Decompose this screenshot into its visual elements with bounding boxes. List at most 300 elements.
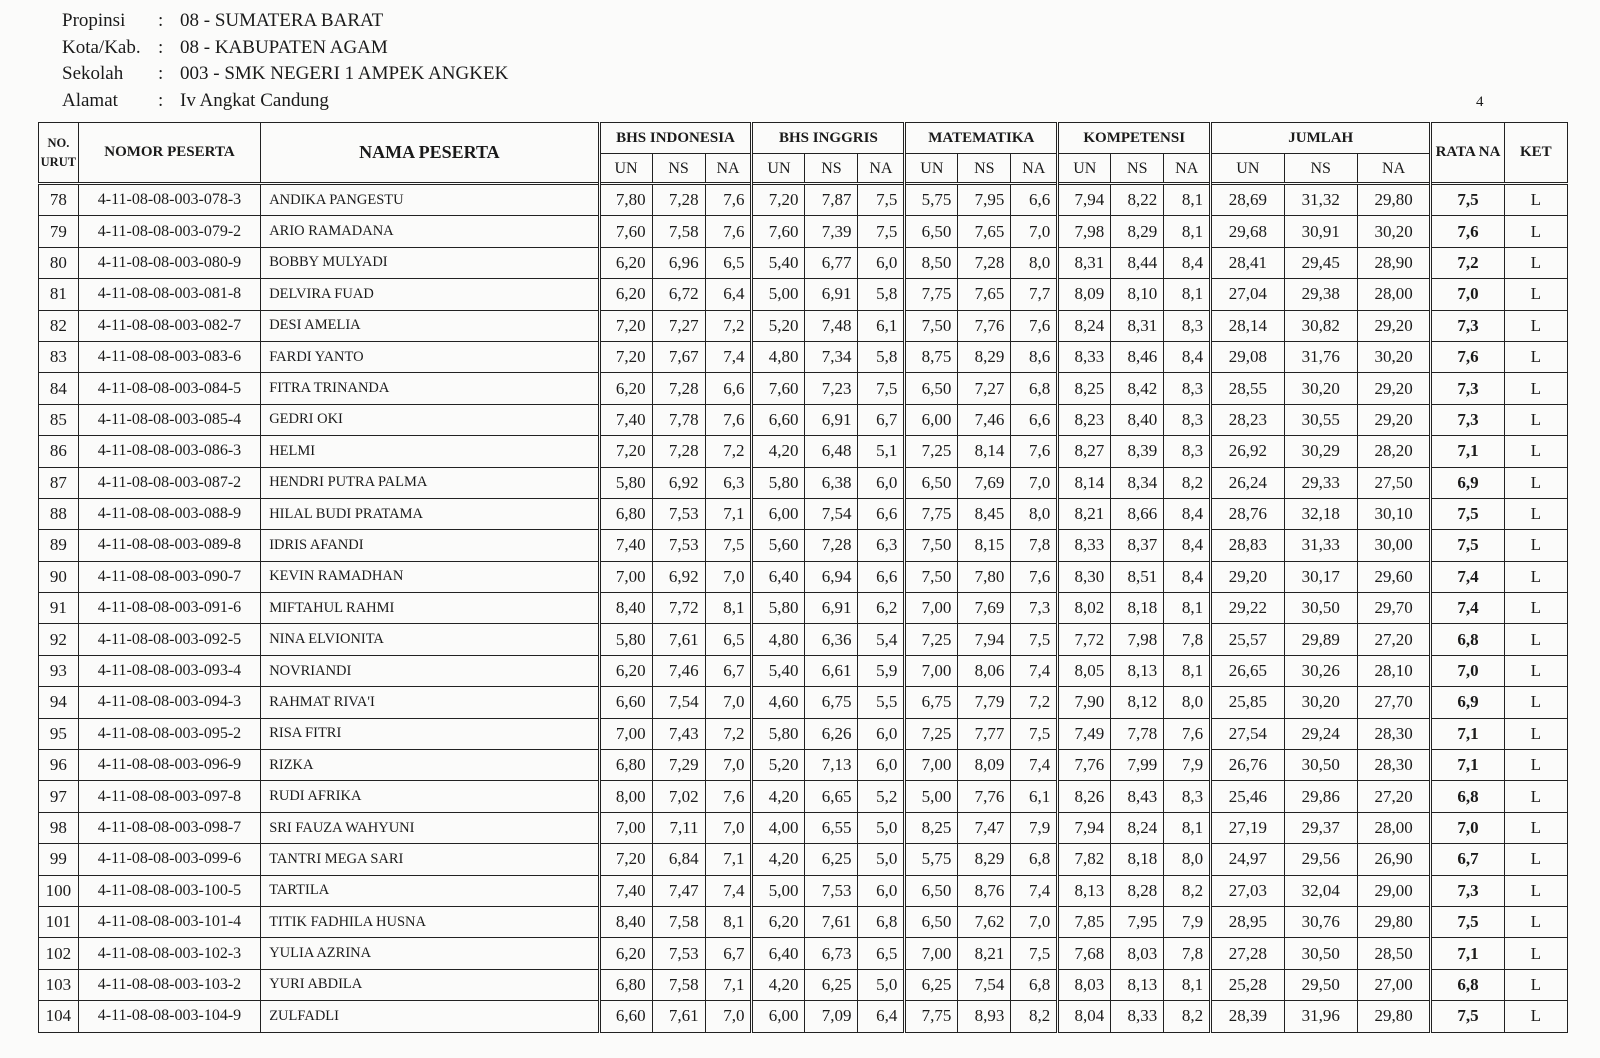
- group-jumlah: JUMLAH: [1211, 123, 1431, 154]
- cell-score-na: 8,1: [1164, 655, 1211, 686]
- cell-no-urut: 91: [39, 593, 79, 624]
- cell-rata-na: 7,5: [1431, 906, 1504, 937]
- cell-score-ns: 7,53: [652, 530, 705, 561]
- cell-nama-peserta: ZULFADLI: [261, 1001, 599, 1032]
- results-table: [38, 122, 1568, 1033]
- cell-score-un: 5,40: [752, 655, 805, 686]
- cell-score-ns: 7,95: [958, 184, 1011, 216]
- cell-score-un: 25,57: [1211, 624, 1284, 655]
- cell-score-na: 7,9: [1164, 906, 1211, 937]
- cell-score-un: 7,25: [905, 624, 958, 655]
- cell-score-na: 28,50: [1357, 938, 1430, 969]
- cell-score-un: 7,25: [905, 718, 958, 749]
- cell-score-un: 8,26: [1058, 781, 1111, 812]
- cell-rata-na: 7,5: [1431, 184, 1504, 216]
- cell-score-un: 7,76: [1058, 750, 1111, 781]
- subheader-un: UN: [1211, 154, 1284, 184]
- cell-nomor-peserta: 4-11-08-08-003-087-2: [78, 467, 260, 498]
- cell-score-ns: 7,13: [805, 750, 858, 781]
- cell-score-ns: 7,94: [958, 624, 1011, 655]
- cell-score-un: 8,27: [1058, 436, 1111, 467]
- cell-score-na: 8,3: [1164, 404, 1211, 435]
- cell-score-un: 5,80: [599, 624, 652, 655]
- cell-nomor-peserta: 4-11-08-08-003-102-3: [78, 938, 260, 969]
- cell-score-un: 5,80: [752, 718, 805, 749]
- cell-score-ns: 29,38: [1284, 279, 1357, 310]
- cell-score-na: 8,4: [1164, 498, 1211, 529]
- cell-score-na: 5,4: [858, 624, 905, 655]
- cell-rata-na: 7,2: [1431, 247, 1504, 278]
- cell-score-ns: 7,69: [958, 593, 1011, 624]
- cell-score-ns: 7,95: [1111, 906, 1164, 937]
- cell-score-na: 7,5: [1011, 624, 1058, 655]
- cell-score-na: 6,8: [858, 906, 905, 937]
- cell-score-ns: 7,87: [805, 184, 858, 216]
- cell-score-ns: 30,17: [1284, 561, 1357, 592]
- cell-score-ns: 8,33: [1111, 1001, 1164, 1032]
- cell-score-ns: 7,27: [958, 373, 1011, 404]
- cell-score-ns: 7,65: [958, 216, 1011, 247]
- cell-score-na: 7,2: [705, 436, 752, 467]
- cell-score-un: 7,50: [905, 561, 958, 592]
- cell-score-ns: 8,09: [958, 750, 1011, 781]
- cell-score-un: 8,40: [599, 906, 652, 937]
- cell-score-un: 8,50: [905, 247, 958, 278]
- propinsi-label: Propinsi: [62, 10, 126, 31]
- cell-score-ns: 8,14: [958, 436, 1011, 467]
- cell-score-un: 7,94: [1058, 184, 1111, 216]
- col-ket: KET: [1504, 123, 1567, 184]
- cell-score-na: 7,0: [1011, 906, 1058, 937]
- cell-score-ns: 30,91: [1284, 216, 1357, 247]
- cell-score-un: 27,19: [1211, 812, 1284, 843]
- cell-nomor-peserta: 4-11-08-08-003-092-5: [78, 624, 260, 655]
- table-row: [39, 561, 1568, 592]
- cell-nama-peserta: HILAL BUDI PRATAMA: [261, 498, 599, 529]
- cell-score-na: 29,60: [1357, 561, 1430, 592]
- cell-score-ns: 7,28: [805, 530, 858, 561]
- cell-score-na: 8,0: [1011, 498, 1058, 529]
- cell-score-na: 6,8: [1011, 969, 1058, 1000]
- cell-score-un: 7,94: [1058, 812, 1111, 843]
- cell-score-un: 4,20: [752, 969, 805, 1000]
- cell-score-ns: 8,42: [1111, 373, 1164, 404]
- table-row: [39, 373, 1568, 404]
- cell-score-un: 6,50: [905, 216, 958, 247]
- cell-score-ns: 7,23: [805, 373, 858, 404]
- cell-score-na: 6,6: [705, 373, 752, 404]
- cell-score-na: 7,0: [1011, 216, 1058, 247]
- cell-score-ns: 30,82: [1284, 310, 1357, 341]
- cell-no-urut: 101: [39, 906, 79, 937]
- cell-nama-peserta: KEVIN RAMADHAN: [261, 561, 599, 592]
- cell-rata-na: 7,1: [1431, 938, 1504, 969]
- cell-score-ns: 6,92: [652, 561, 705, 592]
- cell-score-un: 8,03: [1058, 969, 1111, 1000]
- cell-score-na: 7,4: [705, 875, 752, 906]
- cell-no-urut: 90: [39, 561, 79, 592]
- cell-score-na: 28,10: [1357, 655, 1430, 686]
- cell-score-un: 28,83: [1211, 530, 1284, 561]
- subheader-na: NA: [1164, 154, 1211, 184]
- table-row: [39, 498, 1568, 529]
- cell-nomor-peserta: 4-11-08-08-003-083-6: [78, 341, 260, 372]
- table-header: [39, 123, 1568, 184]
- cell-score-ns: 31,32: [1284, 184, 1357, 216]
- cell-score-ns: 30,55: [1284, 404, 1357, 435]
- col-nomor-peserta: NOMOR PESERTA: [78, 123, 260, 184]
- cell-nama-peserta: DESI AMELIA: [261, 310, 599, 341]
- cell-no-urut: 83: [39, 341, 79, 372]
- cell-nama-peserta: SRI FAUZA WAHYUNI: [261, 812, 599, 843]
- cell-no-urut: 98: [39, 812, 79, 843]
- cell-score-na: 28,20: [1357, 436, 1430, 467]
- cell-nama-peserta: YULIA AZRINA: [261, 938, 599, 969]
- cell-score-na: 6,8: [1011, 373, 1058, 404]
- cell-score-un: 7,20: [752, 184, 805, 216]
- cell-score-un: 28,69: [1211, 184, 1284, 216]
- cell-score-na: 8,1: [1164, 812, 1211, 843]
- cell-score-ns: 7,61: [652, 624, 705, 655]
- cell-score-un: 5,40: [752, 247, 805, 278]
- cell-score-ns: 6,72: [652, 279, 705, 310]
- cell-score-un: 6,50: [905, 875, 958, 906]
- cell-ket: L: [1504, 310, 1567, 341]
- cell-score-ns: 8,34: [1111, 467, 1164, 498]
- cell-score-na: 6,5: [705, 247, 752, 278]
- table-row: [39, 624, 1568, 655]
- cell-score-ns: 8,29: [958, 341, 1011, 372]
- cell-score-un: 7,80: [599, 184, 652, 216]
- cell-no-urut: 89: [39, 530, 79, 561]
- cell-no-urut: 92: [39, 624, 79, 655]
- cell-score-ns: 8,45: [958, 498, 1011, 529]
- cell-nomor-peserta: 4-11-08-08-003-100-5: [78, 875, 260, 906]
- cell-score-na: 8,3: [1164, 373, 1211, 404]
- cell-nama-peserta: TARTILA: [261, 875, 599, 906]
- table-row: [39, 530, 1568, 561]
- cell-score-na: 28,00: [1357, 279, 1430, 310]
- cell-score-un: 5,60: [752, 530, 805, 561]
- cell-nama-peserta: RUDI AFRIKA: [261, 781, 599, 812]
- cell-score-na: 6,1: [1011, 781, 1058, 812]
- cell-rata-na: 7,5: [1431, 1001, 1504, 1032]
- cell-score-un: 4,80: [752, 624, 805, 655]
- cell-score-na: 27,00: [1357, 969, 1430, 1000]
- cell-score-na: 6,7: [705, 938, 752, 969]
- cell-no-urut: 88: [39, 498, 79, 529]
- cell-score-na: 7,0: [705, 561, 752, 592]
- cell-score-na: 7,5: [1011, 938, 1058, 969]
- cell-score-un: 28,55: [1211, 373, 1284, 404]
- cell-score-na: 8,0: [1011, 247, 1058, 278]
- cell-score-na: 6,0: [858, 750, 905, 781]
- cell-score-un: 5,80: [752, 467, 805, 498]
- cell-rata-na: 7,6: [1431, 216, 1504, 247]
- cell-score-na: 7,4: [705, 341, 752, 372]
- cell-rata-na: 7,4: [1431, 561, 1504, 592]
- cell-score-ns: 7,99: [1111, 750, 1164, 781]
- cell-score-ns: 30,50: [1284, 593, 1357, 624]
- cell-score-ns: 6,25: [805, 969, 858, 1000]
- cell-score-un: 7,40: [599, 404, 652, 435]
- cell-score-ns: 6,48: [805, 436, 858, 467]
- cell-score-un: 7,00: [599, 812, 652, 843]
- table-row: [39, 718, 1568, 749]
- cell-ket: L: [1504, 593, 1567, 624]
- cell-score-ns: 6,55: [805, 812, 858, 843]
- cell-score-ns: 8,28: [1111, 875, 1164, 906]
- table-row: [39, 906, 1568, 937]
- cell-score-un: 8,09: [1058, 279, 1111, 310]
- colon: :: [158, 63, 164, 84]
- cell-score-na: 6,2: [858, 593, 905, 624]
- cell-score-ns: 7,39: [805, 216, 858, 247]
- cell-score-na: 8,2: [1164, 875, 1211, 906]
- cell-score-un: 6,50: [905, 467, 958, 498]
- cell-score-ns: 7,62: [958, 906, 1011, 937]
- cell-score-ns: 7,78: [1111, 718, 1164, 749]
- cell-score-na: 27,50: [1357, 467, 1430, 498]
- cell-score-na: 7,2: [1011, 687, 1058, 718]
- cell-score-ns: 30,26: [1284, 655, 1357, 686]
- cell-score-un: 6,80: [599, 750, 652, 781]
- cell-score-un: 7,50: [905, 530, 958, 561]
- cell-score-na: 7,0: [705, 687, 752, 718]
- cell-nama-peserta: ARIO RAMADANA: [261, 216, 599, 247]
- cell-score-un: 5,00: [752, 279, 805, 310]
- cell-no-urut: 97: [39, 781, 79, 812]
- cell-score-un: 25,28: [1211, 969, 1284, 1000]
- cell-score-na: 7,3: [1011, 593, 1058, 624]
- cell-score-un: 26,76: [1211, 750, 1284, 781]
- cell-score-un: 5,00: [905, 781, 958, 812]
- colon: :: [158, 10, 164, 31]
- cell-score-na: 27,20: [1357, 624, 1430, 655]
- cell-score-un: 7,20: [599, 844, 652, 875]
- cell-score-na: 6,0: [858, 718, 905, 749]
- cell-score-na: 6,0: [858, 467, 905, 498]
- cell-score-na: 8,1: [705, 593, 752, 624]
- cell-score-ns: 7,48: [805, 310, 858, 341]
- cell-score-na: 7,6: [1011, 436, 1058, 467]
- cell-rata-na: 7,5: [1431, 498, 1504, 529]
- cell-nama-peserta: YURI ABDILA: [261, 969, 599, 1000]
- cell-score-ns: 8,29: [958, 844, 1011, 875]
- cell-rata-na: 6,9: [1431, 467, 1504, 498]
- cell-score-na: 8,2: [1011, 1001, 1058, 1032]
- cell-score-un: 8,25: [905, 812, 958, 843]
- cell-score-ns: 6,25: [805, 844, 858, 875]
- cell-score-na: 7,6: [705, 184, 752, 216]
- group-bhs-inggris: BHS INGGRIS: [752, 123, 905, 154]
- cell-score-na: 29,80: [1357, 906, 1430, 937]
- cell-score-na: 7,0: [705, 750, 752, 781]
- cell-score-na: 8,3: [1164, 781, 1211, 812]
- cell-nomor-peserta: 4-11-08-08-003-099-6: [78, 844, 260, 875]
- colon: :: [158, 89, 164, 111]
- cell-score-un: 28,95: [1211, 906, 1284, 937]
- alamat-label: Alamat: [62, 89, 118, 111]
- cell-nomor-peserta: 4-11-08-08-003-090-7: [78, 561, 260, 592]
- sekolah-value: 003 - SMK NEGERI 1 AMPEK ANGKEK: [180, 63, 509, 84]
- cell-nama-peserta: HELMI: [261, 436, 599, 467]
- cell-score-na: 7,2: [705, 310, 752, 341]
- cell-score-un: 7,00: [905, 593, 958, 624]
- cell-rata-na: 6,7: [1431, 844, 1504, 875]
- cell-no-urut: 86: [39, 436, 79, 467]
- cell-score-un: 5,20: [752, 750, 805, 781]
- cell-score-un: 7,98: [1058, 216, 1111, 247]
- cell-no-urut: 84: [39, 373, 79, 404]
- subheader-na: NA: [705, 154, 752, 184]
- cell-no-urut: 80: [39, 247, 79, 278]
- cell-nama-peserta: FARDI YANTO: [261, 341, 599, 372]
- cell-nomor-peserta: 4-11-08-08-003-078-3: [78, 184, 260, 216]
- cell-score-na: 7,0: [705, 1001, 752, 1032]
- cell-score-na: 7,4: [1011, 750, 1058, 781]
- table-row: [39, 279, 1568, 310]
- cell-rata-na: 7,4: [1431, 593, 1504, 624]
- cell-score-na: 7,8: [1164, 938, 1211, 969]
- cell-score-na: 8,1: [1164, 279, 1211, 310]
- cell-score-ns: 29,56: [1284, 844, 1357, 875]
- cell-nama-peserta: DELVIRA FUAD: [261, 279, 599, 310]
- cell-score-un: 6,80: [599, 969, 652, 1000]
- cell-rata-na: 7,6: [1431, 341, 1504, 372]
- cell-rata-na: 7,3: [1431, 875, 1504, 906]
- cell-score-ns: 8,66: [1111, 498, 1164, 529]
- cell-ket: L: [1504, 530, 1567, 561]
- cell-no-urut: 94: [39, 687, 79, 718]
- cell-score-na: 28,90: [1357, 247, 1430, 278]
- cell-score-na: 7,6: [705, 216, 752, 247]
- subheader-na: NA: [1011, 154, 1058, 184]
- cell-score-na: 6,3: [858, 530, 905, 561]
- cell-score-ns: 6,36: [805, 624, 858, 655]
- cell-rata-na: 7,1: [1431, 750, 1504, 781]
- cell-score-ns: 7,29: [652, 750, 705, 781]
- subheader-ns: NS: [1284, 154, 1357, 184]
- cell-rata-na: 7,3: [1431, 373, 1504, 404]
- table-row: [39, 812, 1568, 843]
- sekolah-label: Sekolah: [62, 63, 124, 84]
- cell-score-ns: 8,31: [1111, 310, 1164, 341]
- propinsi-value: 08 - SUMATERA BARAT: [180, 10, 384, 31]
- cell-score-un: 7,60: [752, 373, 805, 404]
- cell-score-na: 7,0: [705, 812, 752, 843]
- cell-score-ns: 7,53: [652, 498, 705, 529]
- cell-score-na: 8,1: [1164, 184, 1211, 216]
- cell-score-ns: 8,21: [958, 938, 1011, 969]
- cell-score-un: 6,20: [599, 247, 652, 278]
- cell-no-urut: 99: [39, 844, 79, 875]
- cell-score-un: 8,40: [599, 593, 652, 624]
- cell-score-ns: 7,28: [652, 436, 705, 467]
- cell-no-urut: 100: [39, 875, 79, 906]
- cell-score-na: 7,6: [1011, 561, 1058, 592]
- cell-score-na: 29,70: [1357, 593, 1430, 624]
- cell-score-un: 6,80: [599, 498, 652, 529]
- cell-score-ns: 7,79: [958, 687, 1011, 718]
- cell-score-un: 7,75: [905, 498, 958, 529]
- cell-score-ns: 29,24: [1284, 718, 1357, 749]
- cell-no-urut: 79: [39, 216, 79, 247]
- cell-score-un: 6,20: [752, 906, 805, 937]
- cell-score-na: 6,4: [858, 1001, 905, 1032]
- cell-score-na: 8,1: [1164, 593, 1211, 624]
- cell-score-na: 6,4: [705, 279, 752, 310]
- cell-score-ns: 30,76: [1284, 906, 1357, 937]
- cell-score-un: 29,68: [1211, 216, 1284, 247]
- cell-score-na: 8,4: [1164, 247, 1211, 278]
- cell-score-ns: 6,91: [805, 404, 858, 435]
- cell-score-na: 30,20: [1357, 341, 1430, 372]
- cell-score-ns: 29,89: [1284, 624, 1357, 655]
- cell-score-na: 7,5: [858, 373, 905, 404]
- cell-nomor-peserta: 4-11-08-08-003-101-4: [78, 906, 260, 937]
- cell-score-ns: 7,34: [805, 341, 858, 372]
- cell-score-ns: 6,26: [805, 718, 858, 749]
- cell-score-un: 8,75: [905, 341, 958, 372]
- cell-score-un: 8,14: [1058, 467, 1111, 498]
- cell-score-un: 8,30: [1058, 561, 1111, 592]
- cell-ket: L: [1504, 687, 1567, 718]
- cell-score-un: 6,00: [752, 498, 805, 529]
- cell-score-un: 27,54: [1211, 718, 1284, 749]
- cell-score-un: 8,00: [599, 781, 652, 812]
- cell-nama-peserta: ANDIKA PANGESTU: [261, 184, 599, 216]
- cell-nama-peserta: BOBBY MULYADI: [261, 247, 599, 278]
- cell-rata-na: 6,8: [1431, 624, 1504, 655]
- cell-score-un: 28,76: [1211, 498, 1284, 529]
- cell-ket: L: [1504, 812, 1567, 843]
- cell-score-un: 6,75: [905, 687, 958, 718]
- cell-score-un: 27,03: [1211, 875, 1284, 906]
- subheader-ns: NS: [805, 154, 858, 184]
- cell-score-un: 7,00: [599, 561, 652, 592]
- cell-score-na: 5,5: [858, 687, 905, 718]
- cell-score-ns: 30,29: [1284, 436, 1357, 467]
- table-row: [39, 750, 1568, 781]
- table-row: [39, 467, 1568, 498]
- cell-score-un: 25,46: [1211, 781, 1284, 812]
- cell-nomor-peserta: 4-11-08-08-003-103-2: [78, 969, 260, 1000]
- cell-score-un: 8,24: [1058, 310, 1111, 341]
- cell-nama-peserta: MIFTAHUL RAHMI: [261, 593, 599, 624]
- school-header: [62, 8, 508, 114]
- cell-score-ns: 8,15: [958, 530, 1011, 561]
- cell-score-ns: 7,78: [652, 404, 705, 435]
- cell-score-un: 8,02: [1058, 593, 1111, 624]
- cell-score-ns: 8,18: [1111, 593, 1164, 624]
- cell-nomor-peserta: 4-11-08-08-003-093-4: [78, 655, 260, 686]
- cell-score-ns: 7,46: [958, 404, 1011, 435]
- cell-score-na: 7,5: [858, 184, 905, 216]
- cell-score-na: 27,70: [1357, 687, 1430, 718]
- cell-nomor-peserta: 4-11-08-08-003-096-9: [78, 750, 260, 781]
- cell-nama-peserta: RAHMAT RIVA'I: [261, 687, 599, 718]
- cell-score-ns: 30,50: [1284, 938, 1357, 969]
- cell-score-un: 8,25: [1058, 373, 1111, 404]
- cell-score-na: 5,0: [858, 969, 905, 1000]
- table-row: [39, 1001, 1568, 1032]
- cell-score-ns: 6,61: [805, 655, 858, 686]
- cell-score-na: 5,0: [858, 812, 905, 843]
- header-propinsi: [62, 8, 508, 35]
- cell-score-un: 7,00: [599, 718, 652, 749]
- col-rata-na: RATA NA: [1431, 123, 1504, 184]
